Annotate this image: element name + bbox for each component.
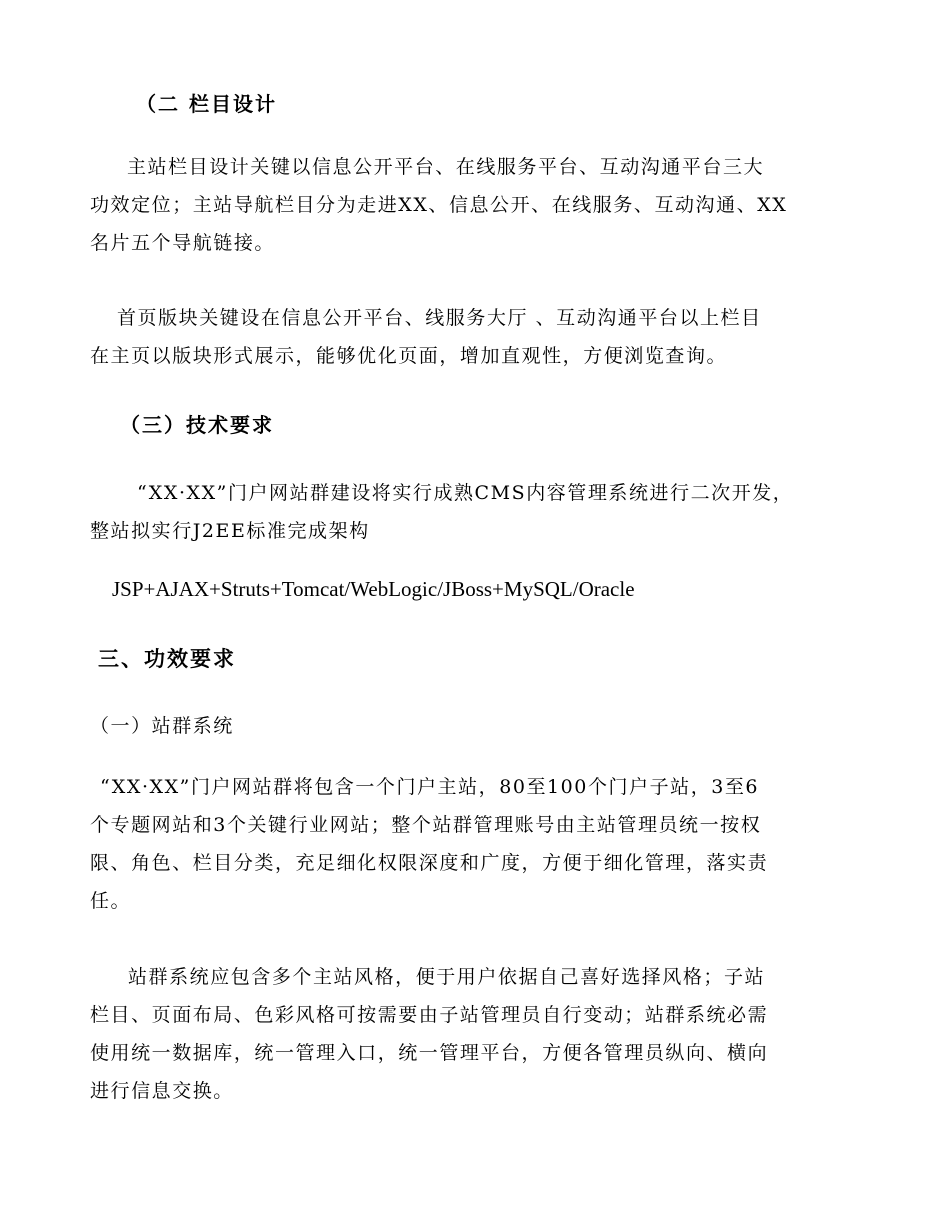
paragraph-line: 栏目、页面布局、色彩风格可按需要由子站管理员自行变动；站群系统必需 [90, 1004, 769, 1026]
paragraph-line: 任。 [90, 890, 132, 912]
section-heading-tech-requirements: （三）技术要求 [120, 413, 274, 437]
paragraph-line: 进行信息交换。 [90, 1080, 234, 1102]
paragraph-site-group-styles [90, 958, 768, 1110]
paragraph-homepage-blocks [90, 299, 762, 375]
paragraph-line: 功效定位；主站导航栏目分为走进XX、信息公开、在线服务、互动沟通、XX [90, 194, 788, 216]
paragraph-line: 使用统一数据库，统一管理入口，统一管理平台，方便各管理员纵向、横向 [90, 1042, 769, 1064]
paragraph-line: 在主页以版块形式展示，能够优化页面，增加直观性，方便浏览查询。 [90, 345, 728, 367]
paragraph-line: “XX·XX”门户网站群建设将实行成熟CMS内容管理系统进行二次开发， [137, 482, 794, 504]
chapter-heading-function-requirements: 三、功效要求 [98, 646, 236, 671]
paragraph-line: 名片五个导航链接。 [90, 232, 275, 254]
paragraph-line: 站群系统应包含多个主站风格，便于用户依据自己喜好选择风格；子站 [128, 966, 766, 988]
paragraph-line: 主站栏目设计关键以信息公开平台、在线服务平台、互动沟通平台三大 [127, 156, 765, 178]
tech-stack-line: JSP+AJAX+Struts+Tomcat/WebLogic/JBoss+MySQL/Oracle [112, 577, 635, 601]
section-heading-column-design: （二 栏目设计 [136, 92, 277, 116]
paragraph-site-group [90, 768, 768, 920]
paragraph-tech-requirements [90, 474, 793, 550]
paragraph-line: 个专题网站和3个关键行业网站；整个站群管理账号由主站管理员统一按权 [90, 814, 762, 836]
paragraph-line: “XX·XX”门户网站群将包含一个门户主站，80至100个门户子站，3至6 [100, 776, 760, 798]
subsection-heading-site-group: （一）站群系统 [90, 715, 234, 737]
paragraph-line: 整站拟实行J2EE标准完成架构 [90, 520, 370, 542]
paragraph-line: 限、角色、栏目分类，充足细化权限深度和广度，方便于细化管理，落实责 [90, 852, 769, 874]
paragraph-main-site-columns [90, 148, 787, 262]
paragraph-line: 首页版块关键设在信息公开平台、线服务大厅 、互动沟通平台以上栏目 [117, 307, 762, 329]
